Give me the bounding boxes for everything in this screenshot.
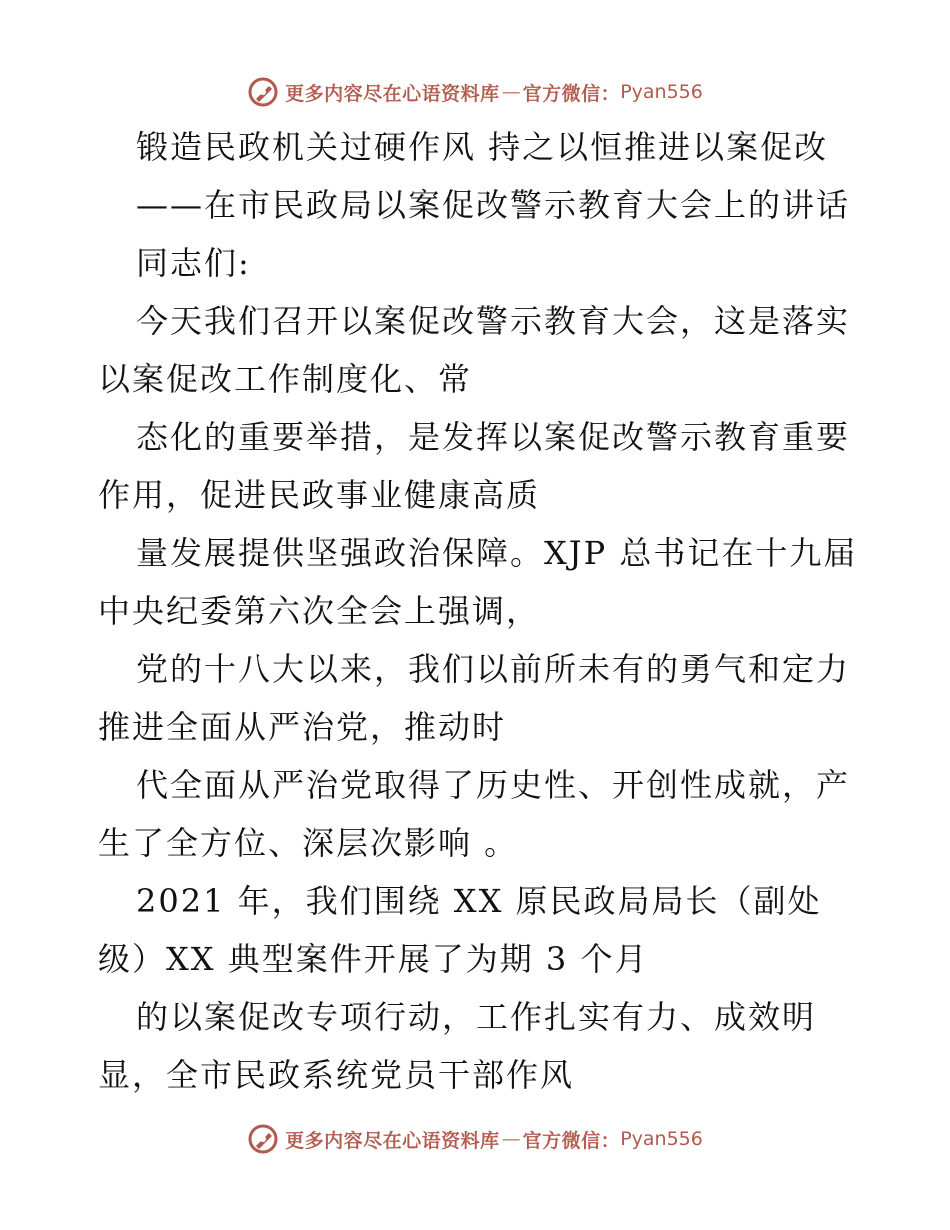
paragraph-line: 态化的重要举措，是发挥以案促改警示教育重要	[136, 418, 851, 456]
document-body	[98, 118, 858, 1104]
paragraph-line: 中央纪委第六次全会上强调，	[98, 592, 541, 630]
paragraph-line: 党的十八大以来，我们以前所未有的勇气和定力	[136, 650, 851, 688]
paragraph-line: 显，全市民政系统党员干部作风	[98, 1056, 575, 1094]
pen-circle-logo-icon	[247, 76, 279, 108]
paragraph-line: 级）XX 典型案件开展了为期 3 个月	[98, 940, 649, 978]
document-title: 锻造民政机关过硬作风 持之以恒推进以案促改	[136, 128, 829, 166]
pen-circle-logo-icon	[247, 1123, 279, 1155]
watermark-wechat-id: Pyan556	[620, 1128, 703, 1150]
footer-watermark	[0, 1119, 950, 1159]
paragraph-line: 生了全方位、深层次影响 。	[98, 824, 519, 862]
paragraph-line: 的以案促改专项行动，工作扎实有力、成效明	[136, 998, 817, 1036]
paragraph-line: 代全面从严治党取得了历史性、开创性成就，产	[136, 766, 851, 804]
document-subtitle: ——在市民政局以案促改警示教育大会上的讲话	[136, 186, 851, 224]
header-watermark	[0, 72, 950, 112]
watermark-sub-text: 官方微信：	[522, 82, 621, 105]
watermark-separator: —	[501, 81, 521, 103]
document-salutation: 同志们:	[136, 244, 251, 282]
watermark-main-text: 更多内容尽在心语资料库	[285, 82, 500, 105]
watermark-sub-text: 官方微信：	[522, 1129, 621, 1152]
watermark-wechat-id: Pyan556	[620, 81, 703, 103]
paragraph-line: 以案促改工作制度化、常	[98, 360, 473, 398]
watermark-separator: —	[501, 1128, 521, 1150]
paragraph-line: 作用，促进民政事业健康高质	[98, 476, 541, 514]
paragraph-line: 量发展提供坚强政治保障。XJP 总书记在十九届	[136, 534, 858, 572]
watermark-main-text: 更多内容尽在心语资料库	[285, 1129, 500, 1152]
paragraph-line: 2021 年，我们围绕 XX 原民政局局长（副处	[136, 882, 822, 920]
paragraph-line: 推进全面从严治党，推动时	[98, 708, 507, 746]
paragraph-line: 今天我们召开以案促改警示教育大会，这是落实	[136, 302, 851, 340]
